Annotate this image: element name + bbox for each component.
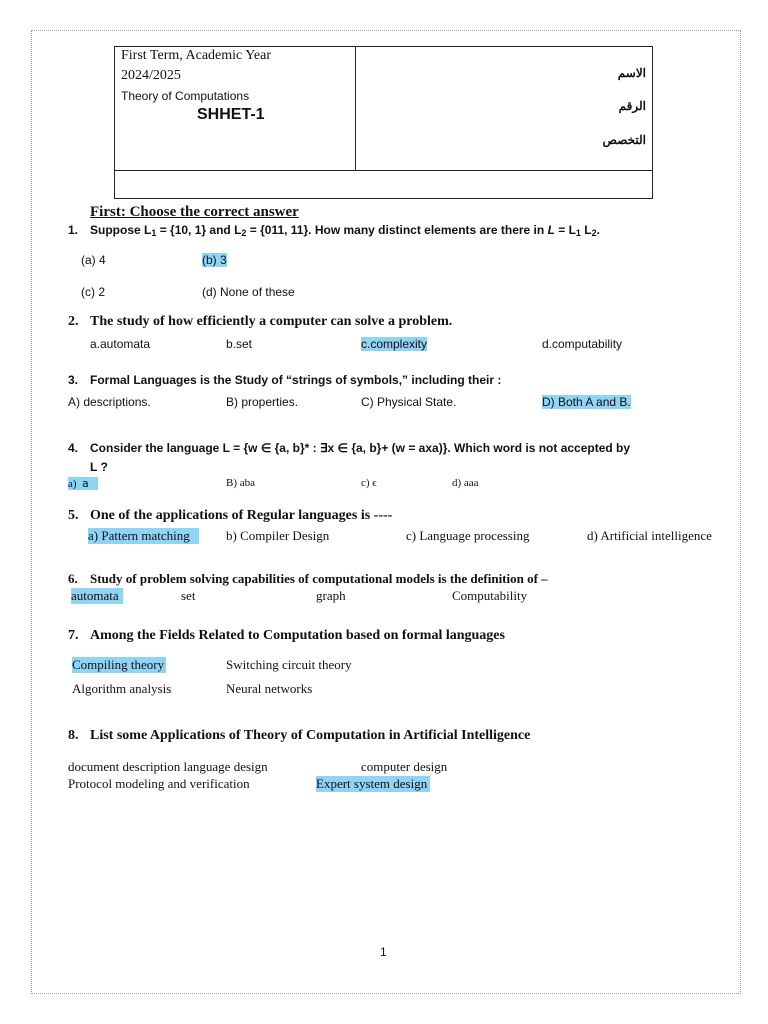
q3-option-b: B) properties.: [226, 395, 299, 409]
q6-number: 6.: [68, 571, 78, 586]
q7-option-b: Switching circuit theory: [226, 657, 352, 672]
sheet-title: SHHET-1: [197, 106, 265, 123]
q7-text: Among the Fields Related to Computation based on formal languages: [90, 628, 505, 643]
q5-option-a: a) Pattern matching: [88, 528, 199, 544]
q5-text: One of the applications of Regular languages is ----: [90, 508, 393, 523]
q2-option-d: d.computability: [542, 337, 623, 351]
q2-option-b: b.set: [226, 337, 253, 351]
q4-text-line2: L ?: [90, 460, 108, 474]
q8-option-c: Protocol modeling and verification: [68, 776, 250, 791]
q8-text: List some Applications of Theory of Computation in Artificial Intelligence: [90, 728, 531, 743]
q7-option-d: Neural networks: [226, 681, 313, 696]
q5-number: 5.: [68, 508, 79, 523]
q1-option-a: (a) 4: [81, 253, 106, 267]
q2-option-a: a.automata: [90, 337, 151, 351]
q8-number: 8.: [68, 728, 79, 743]
q2-text: The study of how efficiently a computer can solve a problem.: [90, 314, 453, 329]
q1-number: 1.: [68, 223, 79, 237]
term-line1: First Term, Academic Year: [121, 48, 272, 63]
q6-text: Study of problem solving capabilities of computational models is the definition of –: [90, 571, 548, 586]
q4-option-c: c) ϵ: [361, 477, 377, 489]
q5-option-b: b) Compiler Design: [226, 528, 330, 543]
q4-option-d: d) aaa: [452, 477, 479, 489]
q5-option-d: d) Artificial intelligence: [587, 528, 712, 543]
q4-text-line1: Consider the language L = {w ∈ {a, b}* : ∃x ∈ {a, b}+ (w = axa)}. Which word is not accepted by: [90, 441, 631, 455]
q3-option-c: C) Physical State.: [361, 395, 457, 409]
q5-option-c: c) Language processing: [406, 528, 530, 543]
q6-option-c: graph: [316, 588, 346, 603]
q8-option-d: Expert system design: [316, 776, 430, 792]
header-divider-horizontal: [114, 170, 653, 171]
q1-option-c: (c) 2: [81, 285, 105, 299]
q8-option-b: computer design: [361, 759, 448, 774]
q2-option-c: c.complexity: [361, 337, 428, 351]
section-title: First: Choose the correct answer: [90, 204, 299, 220]
q6-option-a: automata: [71, 588, 123, 604]
term-line2: 2024/2025: [121, 68, 181, 83]
field-name-label: الاسم: [617, 66, 646, 80]
field-id-label: الرقم: [618, 99, 646, 113]
q2-number: 2.: [68, 314, 79, 329]
q4-option-b: B) aba: [226, 477, 256, 489]
q1-option-d: (d) None of these: [202, 285, 295, 299]
q4-number: 4.: [68, 441, 79, 455]
header-table: [114, 46, 653, 199]
q1-option-b: (b) 3: [202, 253, 227, 267]
q3-number: 3.: [68, 373, 79, 387]
q7-number: 7.: [68, 628, 79, 643]
q7-option-a: Compiling theory: [72, 657, 165, 672]
course-name: Theory of Computations: [121, 89, 250, 103]
header-divider-vertical: [355, 46, 356, 171]
q1-text: Suppose $L_1 = \{10$, 1} and $L_2 = \{011$, 11}. How many distinct elements are there in $L = L_1$ $L_2$.: [90, 223, 600, 238]
q6-option-b: set: [181, 588, 196, 603]
q4-option-a: a) a: [68, 477, 98, 490]
q8-option-a: document description language design: [68, 759, 268, 774]
q3-option-d: D) Both A and B.: [542, 395, 631, 409]
q6-option-d: Computability: [452, 588, 528, 603]
q3-option-a: A) descriptions.: [68, 395, 151, 409]
q3-text: Formal Languages is the Study of “strings of symbols,” including their :: [90, 373, 502, 387]
field-major-label: التخصص: [602, 133, 646, 147]
q7-option-c: Algorithm analysis: [72, 681, 172, 696]
page-number: 1: [380, 945, 387, 959]
